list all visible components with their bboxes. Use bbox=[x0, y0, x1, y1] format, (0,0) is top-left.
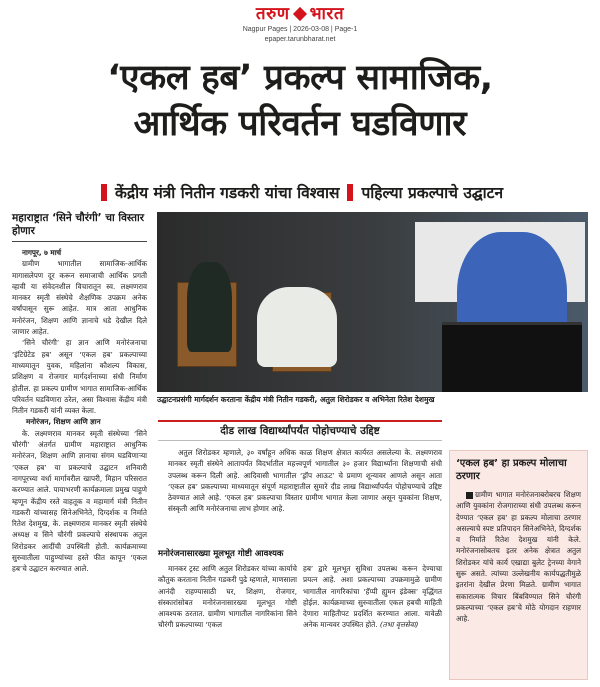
edition-meta: Nagpur Pages | 2026-03-08 | Page-1 bbox=[242, 26, 358, 33]
masthead bbox=[0, 4, 600, 44]
subhead-part-1: केंद्रीय मंत्री नितीन गडकरी यांचा विश्वास bbox=[114, 184, 340, 202]
left-article-body bbox=[12, 247, 147, 575]
headline-line-1: ‘एकल हब’ प्रकल्प सामाजिक, bbox=[107, 58, 493, 98]
logo-diamond-icon bbox=[293, 7, 307, 21]
left-article bbox=[12, 212, 147, 575]
left-article-heading: महाराष्ट्रात ‘सिने चौरंगी’ चा विस्तार होणार bbox=[12, 212, 147, 242]
side-box-text: ग्रामीण भागात मनोरंजनाबरोबरच शिक्षण आणि युवकांना रोजगाराच्या संधी उपलब्ध करून देण्यात ‘एकल हब’ हा प्रकल्प मोलाचा ठरणार असल्याचे स्पष्ट प्रतिपादन सिनेअभिनेते, दिग्दर्शक व निर्माते रितेश देशमुख यांनी केले. मनोरंजनासोबतच इतर अनेक क्षेत्रात अतुल शिरोडकर यांचे कार्य एखाद्या बुलेट ट्रेनच्या वेगाने सुरू असते. त्यांच्या उल्लेखनीय कार्यपद्धतीमुळे इतरांना देखील प्रेरणा मिळते. ग्रामीण भागात सकारात्मक विचार बिंबविण्यात सिने चौरंगी प्रकल्पाच्या ‘एकल हब’चे मोठे योगदान राहणार आहे. bbox=[456, 490, 581, 624]
photo-person bbox=[187, 262, 232, 352]
red-bullet-icon bbox=[101, 184, 107, 201]
headline-line-2: आर्थिक परिवर्तन घडविणार bbox=[133, 104, 467, 144]
news-credit: (तभा वृत्तसेवा) bbox=[379, 620, 419, 630]
side-box-body bbox=[456, 489, 581, 625]
logo-right: भारत bbox=[309, 4, 345, 24]
sub-article-col-2 bbox=[303, 563, 442, 631]
red-bullet-icon bbox=[347, 184, 353, 201]
photo-caption: उद्घाटनप्रसंगी मार्गदर्शन करताना केंद्रीय मंत्री नितीन गडकरी, अतुल शिरोडकर व अभिनेता रितेश देशमुख bbox=[157, 395, 435, 404]
photo-podium bbox=[442, 322, 582, 392]
sub-headline bbox=[12, 177, 592, 207]
side-box-title: ‘एकल हब’ हा प्रकल्प मोलाचा ठरणार bbox=[456, 458, 567, 482]
left-paragraph-1: ग्रामीण भागातील सामाजिक-आर्थिक मागासलेपण दूर करून समाजाची आर्थिक प्रगती व्हावी या संवेदनशील विचारातून स्व. लक्ष्मणराव मानकर स्मृती संस्थेचे शैक्षणिक उपक्रम अनेक वर्षांपासून सुरू आहेत. मात्र आता आधुनिक मनोरंजन, शिक्षण आणि ज्ञानाचे धडे देखील दिले जाणार आहेत. bbox=[12, 259, 147, 337]
event-photo bbox=[157, 212, 588, 392]
left-minihead: मनोरंजन, शिक्षण आणि ज्ञान bbox=[26, 417, 101, 427]
sub-article-columns bbox=[158, 563, 442, 631]
mid-article-heading: दीड लाख विद्यार्थ्यांपर्यंत पोहोचण्याचे उद्दिष्ट bbox=[158, 422, 442, 441]
dateline: नागपूर, ७ मार्च bbox=[22, 248, 62, 257]
sub-col-2-text: हब’ द्वारे मूलभूत सुविधा उपलब्ध करून देण्याचा प्रयत्न आहे. अशा प्रकल्पाच्या उपक्रमामुळे ग्रामीण भागातील नागरिकांचा ‘हॅप्पी ह्युमन इंडेक्स’ वृद्धिंगत होईल. कार्यक्रमाच्या सुरुवातीला एकल हबची माहिती देणारा माहितीपट प्रदर्शित करण्यात आला. यावेळी अनेक मान्यवर उपस्थित होते. bbox=[303, 564, 442, 630]
side-box bbox=[449, 450, 588, 680]
left-paragraph-3: के. लक्ष्मणराव मानकर स्मृती संस्थेच्या ‘सिने चौरंगी’ अंतर्गत ग्रामीण महाराष्ट्रात आधुनिक मनोरंजन, शिक्षण आणि ज्ञानाचा संगम घडविणाऱ्या ‘एकल हब’ या प्रकल्पाचे उद्घाटन शनिवारी नागपूरच्या वर्धा मार्गावरील खापरी, मिहान परिसरात करण्यात आले. पायाभरणी कार्यक्रमाला प्रमुख पाहुणे म्हणून केंद्रीय रस्ते वाहतूक व महामार्ग मंत्री नितीन गडकरी यांच्यासह सिनेअभिनेते, दिग्दर्शक व निर्माते रितेश देशमुख, के. लक्ष्मणराव मानकर स्मृती संस्थेचे अध्यक्ष व सिने चौरंगी प्रकल्पाचे संस्थापक अतुल शिरोडकर आदींची उपस्थिती होती. कार्यक्रमाच्या सुरुवातीला पाहुण्यांच्या हस्ते फीत कापून ‘एकल हब’चे उद्घाटन करण्यात आले. bbox=[12, 428, 147, 574]
sub-article bbox=[158, 549, 442, 631]
epaper-url[interactable]: epaper.tarunbharat.net bbox=[264, 36, 336, 43]
subhead-part-2: पहिल्या प्रकल्पाचे उद्घाटन bbox=[361, 184, 504, 202]
photo-person bbox=[257, 287, 337, 367]
mid-article bbox=[158, 420, 442, 515]
mid-article-body bbox=[158, 447, 442, 515]
sub-article-heading: मनोरंजनासारख्या मूलभूत गोष्टी आवश्यक bbox=[158, 549, 284, 559]
sub-col-1-text: मानकर ट्रस्ट आणि अतुल शिरोडकर यांच्या कार्याचे कौतुक करताना नितीन गडकरी पुढे म्हणाले, माणसाला आनंदी राहण्यासाठी घर, शिक्षण, रोजगार, संस्कारांसोबत मनोरंजनासारख्या मूलभूत गोष्टी आवश्यक ठरतात. ग्रामीण भागातील नागरिकांना सिने चौरंगी प्रकल्पाच्या ‘एकल bbox=[158, 564, 297, 630]
left-paragraph-2: ‘सिने चौरंगी’ हा ज्ञान आणि मनोरंजनाचा ‘इंटिग्रेटेड हब’ असून ‘एकल हब’ प्रकल्पाच्या माध्यमातून युवक, महिलांना कौशल्य विकास, प्रशिक्षण व रोजगार मार्गदर्शनाच्या संधी निर्माण होतील. हा प्रकल्प ग्रामीण भागात सामाजिक-आर्थिक परिवर्तन घडविणारा ठरेल, असा विश्वास केंद्रीय मंत्री नितीन गडकरी यांनी व्यक्त केला. bbox=[12, 338, 147, 416]
bullet-square-icon bbox=[466, 492, 473, 499]
mid-paragraph: अतुल शिरोडकर म्हणाले, ३० वर्षांहून अधिक काळ शिक्षण क्षेत्रात कार्यरत असलेल्या के. लक्ष्मणराव मानकर स्मृती संस्थेने आतापर्यंत विदर्भातील महत्त्वपूर्ण भागातील ३० हजार विद्यार्थ्यांना शिक्षणाची संधी उपलब्ध करून दिली आहे. आदिवासी भागातील ‘ड्रॉप आऊट’ चे प्रमाण शून्यावर आणले असून आता ‘एकल हब’ प्रकल्पाच्या माध्यमातून संपूर्ण महाराष्ट्रातील सुमारे दीड लाख विद्यार्थ्यांपर्यंत पोहोचण्याचे उद्दिष्ट ठेवण्यात आले आहे. ‘एकल हब’ प्रकल्पाचा विस्तार ग्रामीण भागात केला जाणार असून युवकांना शिक्षण, संस्कृती आणि मनोरंजनाचा लाभ होणार आहे. bbox=[168, 448, 442, 514]
sub-article-col-1 bbox=[158, 563, 297, 631]
main-headline bbox=[10, 55, 590, 147]
logo-left: तरुण bbox=[255, 4, 290, 24]
newspaper-logo bbox=[256, 4, 344, 24]
